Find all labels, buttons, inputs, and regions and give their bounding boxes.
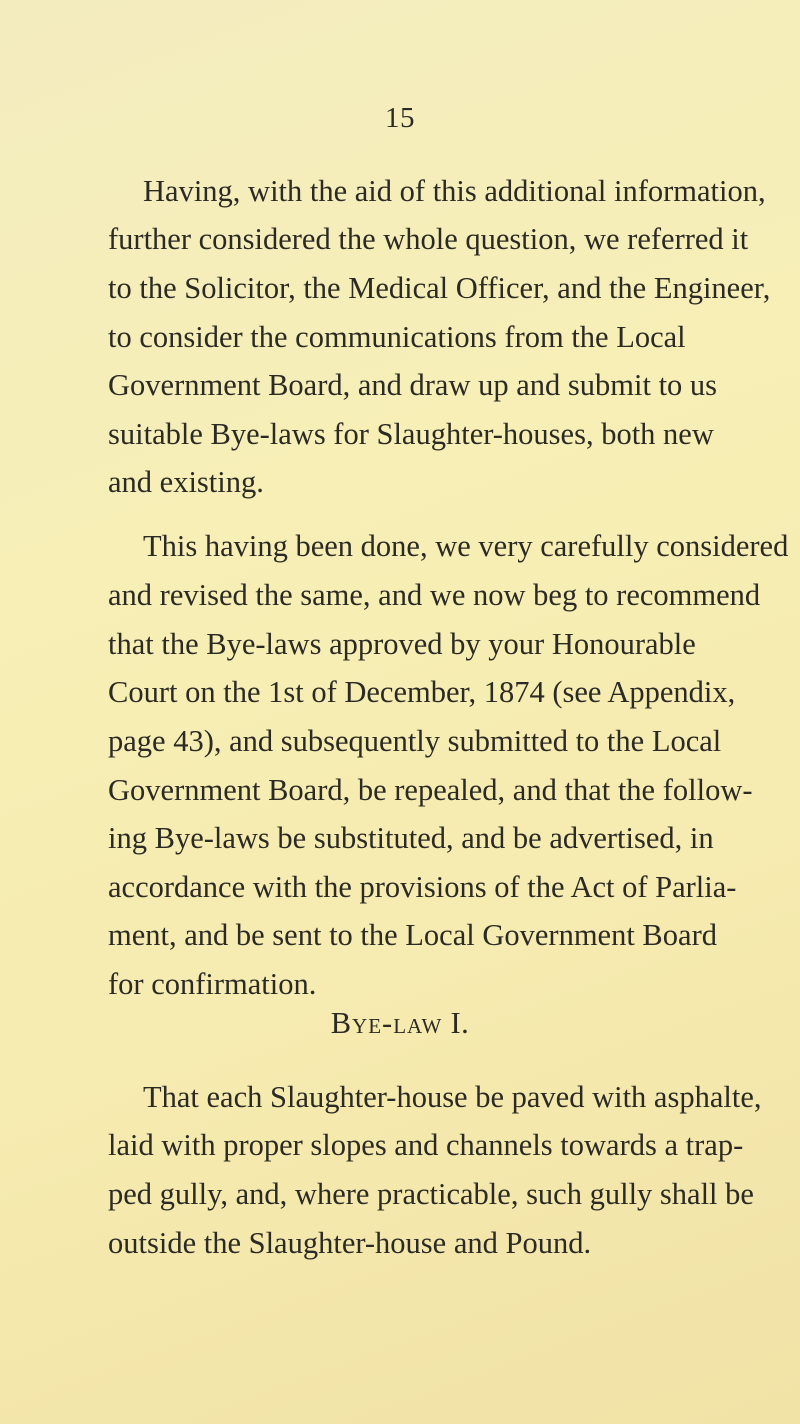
paragraph-line: Court on the 1st of December, 1874 (see Appendix, <box>108 675 736 709</box>
paragraph-line: and existing. <box>108 465 264 499</box>
paragraph-line: Government Board, be repealed, and that the follow- <box>108 773 753 807</box>
paragraph-line: outside the Slaughter-house and Pound. <box>108 1226 592 1260</box>
paragraph-line: ing Bye-laws be substituted, and be advertised, in <box>108 821 714 855</box>
paragraph-line: page 43), and subsequently submitted to the Local <box>108 724 722 758</box>
page-number: 15 <box>385 102 415 134</box>
paragraph-line: Government Board, and draw up and submit to us <box>108 368 718 402</box>
section-heading-numeral: I. <box>450 1006 470 1040</box>
paragraph-line: This having been done, we very carefully considered <box>143 529 789 563</box>
section-heading <box>0 1006 800 1041</box>
paragraph-line: ped gully, and, where practicable, such gully shall be <box>108 1177 754 1211</box>
paragraph-line: to the Solicitor, the Medical Officer, and the Engineer, <box>108 271 771 305</box>
paragraph-line: and revised the same, and we now beg to recommend <box>108 578 761 612</box>
paragraph-line: further considered the whole question, we referred it <box>108 222 749 256</box>
paragraph-line: ment, and be sent to the Local Government Board <box>108 918 717 952</box>
paragraph-line: Having, with the aid of this additional information, <box>143 174 766 208</box>
paragraph-line: suitable Bye-laws for Slaughter-houses, both new <box>108 417 714 451</box>
paragraph-line: that the Bye-laws approved by your Honourable <box>108 627 696 661</box>
paragraph-line: laid with proper slopes and channels towards a trap- <box>108 1128 744 1162</box>
paragraph-line: for confirmation. <box>108 967 317 1001</box>
paragraph-line: accordance with the provisions of the Act of Parlia- <box>108 870 737 904</box>
paragraph-line: That each Slaughter-house be paved with asphalte, <box>143 1080 762 1114</box>
paragraph-line: to consider the communications from the Local <box>108 320 686 354</box>
section-heading-label: Bye-law <box>330 1006 443 1040</box>
